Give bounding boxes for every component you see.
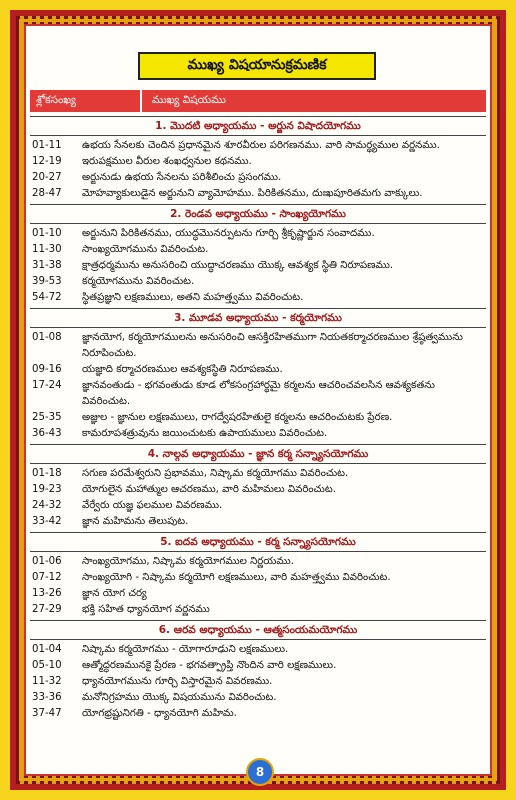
- list-item: [30, 258, 486, 274]
- verse-range: 12-19: [32, 156, 62, 167]
- list-item: [30, 154, 486, 170]
- topic-text: యోగులైన మహాత్ముల ఆచరణము, వారి మహిమలు వివరించుట.: [82, 484, 336, 495]
- list-item: [30, 138, 486, 154]
- topic-text: వేర్వేరు యజ్ఞ ఫలముల వివరణము.: [82, 500, 223, 511]
- topic-text: నిష్కామ కర్మయోగము - యోగారూఢుని లక్షణములు.: [82, 644, 289, 655]
- verse-range: 11-32: [32, 676, 62, 687]
- list-item: [30, 498, 486, 514]
- topic-text: మోహవ్యాకులుడైన అర్జునుని వ్యామోహము. పిరికితనము, దుఃఖపూరితమగు వాక్కులు.: [82, 188, 423, 199]
- list-item: [30, 690, 486, 706]
- topic-text: ఉభయ సేనలకు చెందిన ప్రధానమైన శూరవీరుల పరిగణనము. వారి సామర్థ్యముల వర్ణనము.: [82, 140, 440, 151]
- verse-range: 39-53: [32, 276, 62, 287]
- list-item: [30, 554, 486, 570]
- topic-text: సాంఖ్యయోగమును వివరించుట.: [82, 244, 209, 255]
- topic-text: ఇరుపక్షముల వీరుల శంఖధ్వనుల కథనము.: [82, 156, 252, 167]
- list-item: [30, 658, 486, 674]
- verse-range: 31-38: [32, 260, 62, 271]
- verse-range: 09-16: [32, 364, 62, 375]
- list-item: [30, 674, 486, 690]
- header-verse-col: శ్లోకసంఖ్య: [30, 90, 142, 112]
- topic-text: అర్జునుని పిరికితనము, యుద్ధమొనర్పుటను గూర్చి శ్రీకృష్ణార్జున సంవాదము.: [82, 228, 375, 239]
- table-header: [30, 90, 486, 112]
- list-item: [30, 170, 486, 186]
- chapter-heading: 4. నాల్గవ అధ్యాయము - జ్ఞాన కర్మ సన్న్యాసయోగము: [30, 444, 486, 464]
- list-item: [30, 466, 486, 482]
- list-item: [30, 482, 486, 498]
- list-item: [30, 378, 486, 410]
- list-item: [30, 362, 486, 378]
- topic-text: మనోనిగ్రహము యొక్క విషయమును వివరించుట.: [82, 692, 277, 703]
- list-item: [30, 186, 486, 202]
- list-item: [30, 290, 486, 306]
- topic-text: భక్తి సహిత ధ్యానయోగ వర్ణనము: [82, 604, 210, 615]
- list-item: [30, 570, 486, 586]
- topic-text: జ్ఞాన యోగ చర్య: [82, 588, 147, 599]
- topic-text: సాంఖ్యయోగి - నిష్కామ కర్మయోగి లక్షణములు, వారి మహత్త్వము వివరించుట.: [82, 572, 391, 583]
- verse-range: 07-12: [32, 572, 62, 583]
- verse-range: 01-08: [32, 332, 62, 343]
- verse-range: 01-10: [32, 228, 62, 239]
- verse-range: 05-10: [32, 660, 62, 671]
- page-number: 8: [246, 758, 274, 786]
- chapter-heading: 6. ఆరవ అధ్యాయము - ఆత్మసంయమయోగము: [30, 620, 486, 640]
- chapter-heading: 5. ఐదవ అధ్యాయము - కర్మ సన్న్యాసయోగము: [30, 532, 486, 552]
- verse-range: 19-23: [32, 484, 62, 495]
- verse-range: 36-43: [32, 428, 62, 439]
- topic-text: ధ్యానయోగమును గూర్చి విస్తారమైన వివరణము.: [82, 676, 273, 687]
- topic-text: స్థితప్రజ్ఞుని లక్షణములు, అతని మహత్త్వము వివరించుట.: [82, 292, 304, 303]
- list-item: [30, 642, 486, 658]
- topic-text: సగుణ పరమేశ్వరుని ప్రభావము, నిష్కామ కర్మయోగము వివరించుట.: [82, 468, 349, 479]
- topic-text: క్షాత్రధర్మమును అనుసరించి యుద్ధాచరణము యొక్క ఆవశ్యక స్థితి నిరూపణము.: [82, 260, 394, 271]
- verse-range: 27-29: [32, 604, 62, 615]
- list-item: [30, 330, 486, 362]
- verse-range: 01-18: [32, 468, 62, 479]
- verse-range: 20-27: [32, 172, 62, 183]
- verse-range: 11-30: [32, 244, 62, 255]
- topic-text: జ్ఞానవంతుడు - భగవంతుడు కూడ లోకసంగ్రహార్థమై కర్మలను ఆచరించవలసిన ఆవశ్యకతను వివరించుట.: [82, 380, 435, 407]
- list-item: [30, 586, 486, 602]
- chapter-heading: 2. రెండవ అధ్యాయము - సాంఖ్యయోగము: [30, 204, 486, 224]
- verse-range: 17-24: [32, 380, 62, 391]
- topic-text: సాంఖ్యయోగము, నిష్కామ కర్మయోగముల నిర్ణయము.: [82, 556, 294, 567]
- topic-text: యోగభ్రష్టునిగతి - ధ్యానయోగి మహిమ.: [82, 708, 237, 719]
- topic-text: జ్ఞాన మహిమను తెలుపుట.: [82, 516, 189, 527]
- verse-range: 01-04: [32, 644, 62, 655]
- verse-range: 33-42: [32, 516, 62, 527]
- verse-range: 28-47: [32, 188, 62, 199]
- topic-text: యజ్ఞాది కర్మాచరణముల ఆవశ్యకస్థితి నిరూపణము.: [82, 364, 283, 375]
- list-item: [30, 706, 486, 722]
- verse-range: 25-35: [32, 412, 62, 423]
- chapter-heading: 1. మొదటి అధ్యాయము - అర్జున విషాదయోగము: [30, 116, 486, 136]
- verse-range: 54-72: [32, 292, 62, 303]
- list-item: [30, 426, 486, 442]
- topic-text: జ్ఞానయోగ, కర్మయోగములను అనుసరించి ఆసక్తిరహితముగా నియతకర్మాచరణముల శ్రేష్ఠత్వమును నిరూపించుట.: [82, 332, 463, 359]
- list-item: [30, 274, 486, 290]
- topic-text: అజ్ఞుల - జ్ఞానుల లక్షణములు, రాగద్వేషరహితులై కర్మలను ఆచరించుటకు ప్రేరణ.: [82, 412, 393, 423]
- verse-range: 37-47: [32, 708, 62, 719]
- header-topic-col: ముఖ్య విషయము: [152, 93, 226, 106]
- list-item: [30, 410, 486, 426]
- list-item: [30, 226, 486, 242]
- verse-range: 13-26: [32, 588, 62, 599]
- verse-range: 24-32: [32, 500, 62, 511]
- list-item: [30, 602, 486, 618]
- topic-text: అర్జునుడు ఉభయ సేనలను పరిశీలించు ప్రసంగము.: [82, 172, 282, 183]
- chapter-heading: 3. మూడవ అధ్యాయము - కర్మయోగము: [30, 308, 486, 328]
- topic-text: కామరూపశత్రువును జయించుటకు ఉపాయములు వివరించుట.: [82, 428, 328, 439]
- list-item: [30, 242, 486, 258]
- verse-range: 01-11: [32, 140, 62, 151]
- contents-list: [30, 114, 486, 722]
- list-item: [30, 514, 486, 530]
- verse-range: 01-06: [32, 556, 62, 567]
- topic-text: కర్మయోగమును వివరించుట.: [82, 276, 195, 287]
- verse-range: 33-36: [32, 692, 62, 703]
- topic-text: ఆత్మోద్ధరణమునకై ప్రేరణ - భగవత్ప్రాప్తి నొందిన వారి లక్షణములు.: [82, 660, 337, 671]
- page-title: ముఖ్య విషయానుక్రమణిక: [138, 52, 376, 80]
